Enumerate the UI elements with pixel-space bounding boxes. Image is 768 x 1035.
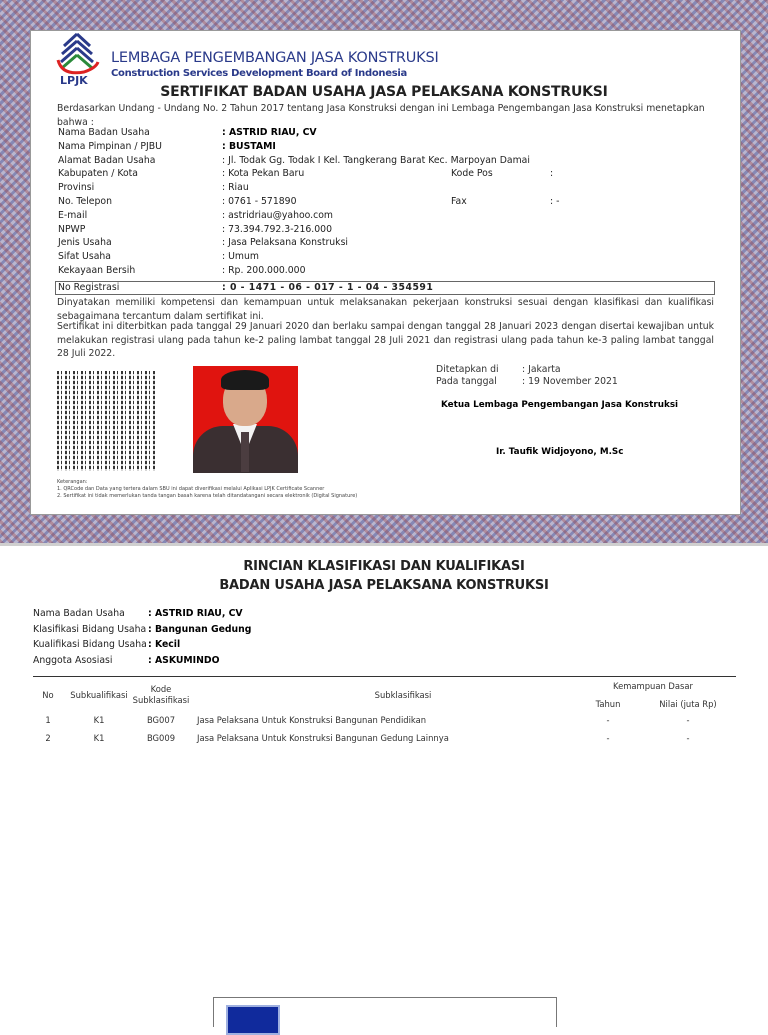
field-label: Kabupaten / Kota [58,168,138,180]
info-row [33,623,252,638]
field-value: : - [550,196,560,207]
field-value: : Jasa Pelaksana Konstruksi [222,237,348,249]
signer-title: Ketua Lembaga Pengembangan Jasa Konstruksi [441,400,679,410]
certificate-title: SERTIFIKAT BADAN USAHA JASA PELAKSANA KONSTRUKSI [160,84,608,100]
field-row [58,127,718,141]
field-value: : 0761 - 571890 [222,196,297,207]
header-tahun: Tahun [595,699,621,709]
header-nilai: Nilai (juta Rp) [659,699,717,709]
note-2: 2. Sertifikat ini tidak memerlukan tanda tangan basah karena telah ditandatangani secara elektronik (Digital Signature) [57,493,358,499]
cell-subklasifikasi: Jasa Pelaksana Untuk Konstruksi Bangunan Gedung Lainnya [197,733,449,743]
field-value: : astridriau@yahoo.com [222,209,333,221]
field-row [58,210,718,224]
info-value: : Bangunan Gedung [148,623,252,635]
info-value: : ASTRID RIAU, CV [148,608,243,619]
field-row [58,141,718,155]
statement-competence: Dinyatakan memiliki kompetensi dan kemampuan untuk melaksanakan pekerjaan konstruksi sesuai dengan klasifikasi dan kualifikasi sebagaimana tercantum dalam sertifikat ini. [57,297,714,322]
field-label: E-mail [58,209,88,221]
info-row [33,608,243,622]
bank-logo-icon [226,1005,280,1035]
cell-nilai: - [686,715,690,725]
cell-no: 1 [45,715,51,725]
header-kode: Kode [150,684,172,694]
field-label: No. Telepon [58,196,112,207]
field-label: Nama Pimpinan / PJBU [58,140,162,152]
org-name: LEMBAGA PENGEMBANGAN JASA KONSTRUKSI [111,50,439,66]
field-label: Jenis Usaha [58,237,112,249]
info-label: Kualifikasi Bidang Usaha [33,639,147,650]
place-value: : Jakarta [522,364,561,375]
cell-nilai: - [686,733,690,743]
registration-value: : 0 - 1471 - 06 - 017 - 1 - 04 - 354591 [222,282,434,293]
info-row [33,654,220,669]
classification-table [33,676,736,743]
field-row [58,155,718,169]
field-label: Nama Badan Usaha [58,127,150,138]
intro-text: Berdasarkan Undang - Undang No. 2 Tahun 2017 tentang Jasa Konstruksi dengan ini Lembaga Pengembangan Jasa Konstruksi menetapkan bahwa : [57,103,705,128]
details-title-1: RINCIAN KLASIFIKASI DAN KUALIFIKASI [243,559,525,574]
field-row [58,168,718,182]
field-label: Kekayaan Bersih [58,265,136,276]
header-kode-sub: Subklasifikasi [132,695,190,705]
field-row [58,224,718,238]
field-row [58,182,718,196]
org-subtitle: Construction Services Development Board of Indonesia [111,68,407,79]
field-value: : 73.394.792.3-216.000 [222,223,332,235]
field-row [58,237,718,251]
cell-no: 2 [45,733,51,743]
header-subklasifikasi: Subklasifikasi [374,690,432,700]
date-value: : 19 November 2021 [522,376,618,387]
signer-name: Ir. Taufik Widjoyono, M.Sc [496,447,624,457]
svg-text:LPJK: LPJK [60,74,88,87]
info-label: Nama Badan Usaha [33,608,125,619]
field-row [58,196,718,210]
cell-kode: BG009 [146,733,176,743]
header-no: No [42,690,54,700]
cell-tahun: - [606,715,610,725]
date-label: Pada tanggal [436,376,497,387]
lpjk-logo [54,32,100,90]
field-row [58,265,718,279]
info-value: : Kecil [148,639,181,650]
registration-row [55,281,715,295]
info-label: Klasifikasi Bidang Usaha [33,623,147,635]
header-kemampuan: Kemampuan Dasar [613,681,693,691]
field-label: Kode Pos [451,168,493,180]
qr-code [57,371,157,471]
cell-kode: BG007 [146,715,176,725]
cell-subkualifikasi: K1 [93,733,105,743]
field-value: : ASTRID RIAU, CV [222,127,317,138]
note-1: 1. QRCode dan Data yang tertera dalam SBU ini dapat diverifikasi melalui Aplikasi LPJK Certificate Scanner [57,486,325,492]
field-value: : Umum [222,251,259,263]
field-value: : Kota Pekan Baru [222,168,305,180]
details-title-2: BADAN USAHA JASA PELAKSANA KONSTRUKSI [219,578,549,593]
bank-document-preview [213,997,557,1027]
info-label: Anggota Asosiasi [33,654,113,666]
field-label: Fax [451,196,467,207]
page-separator [0,543,768,546]
cell-subklasifikasi: Jasa Pelaksana Untuk Konstruksi Bangunan Pendidikan [197,715,427,725]
field-value: : Jl. Todak Gg. Todak I Kel. Tangkerang Barat Kec. Marpoyan Damai [222,154,530,166]
field-label: Provinsi [58,182,95,194]
field-value: : [550,168,554,180]
field-value: : BUSTAMI [222,140,276,152]
field-label: Alamat Badan Usaha [58,154,156,166]
info-value: : ASKUMINDO [148,654,220,666]
cell-tahun: - [606,733,610,743]
field-label: Sifat Usaha [58,251,111,263]
registration-label: No Registrasi [58,282,120,293]
field-value: : Riau [222,182,249,194]
holder-photo [193,366,298,473]
field-label: NPWP [58,223,86,235]
header-subkualifikasi: Subkualifikasi [70,690,128,700]
statement-validity: Sertifikat ini diterbitkan pada tanggal 29 Januari 2020 dan berlaku sampai dengan tanggal 28 Januari 2023 dengan disertai kewajiban untuk melakukan registrasi ulang pada tahun ke-2 paling lambat tanggal 28 Juli 2021 dan registrasi ulang pada tahun ke-3 paling lambat tanggal 28 Juli 2022. [57,321,714,359]
info-row [33,639,181,653]
field-row [58,251,718,265]
field-value: : Rp. 200.000.000 [222,265,306,276]
cell-subkualifikasi: K1 [93,715,105,725]
place-label: Ditetapkan di [436,364,499,375]
notes-title: Keterangan: [57,479,88,485]
